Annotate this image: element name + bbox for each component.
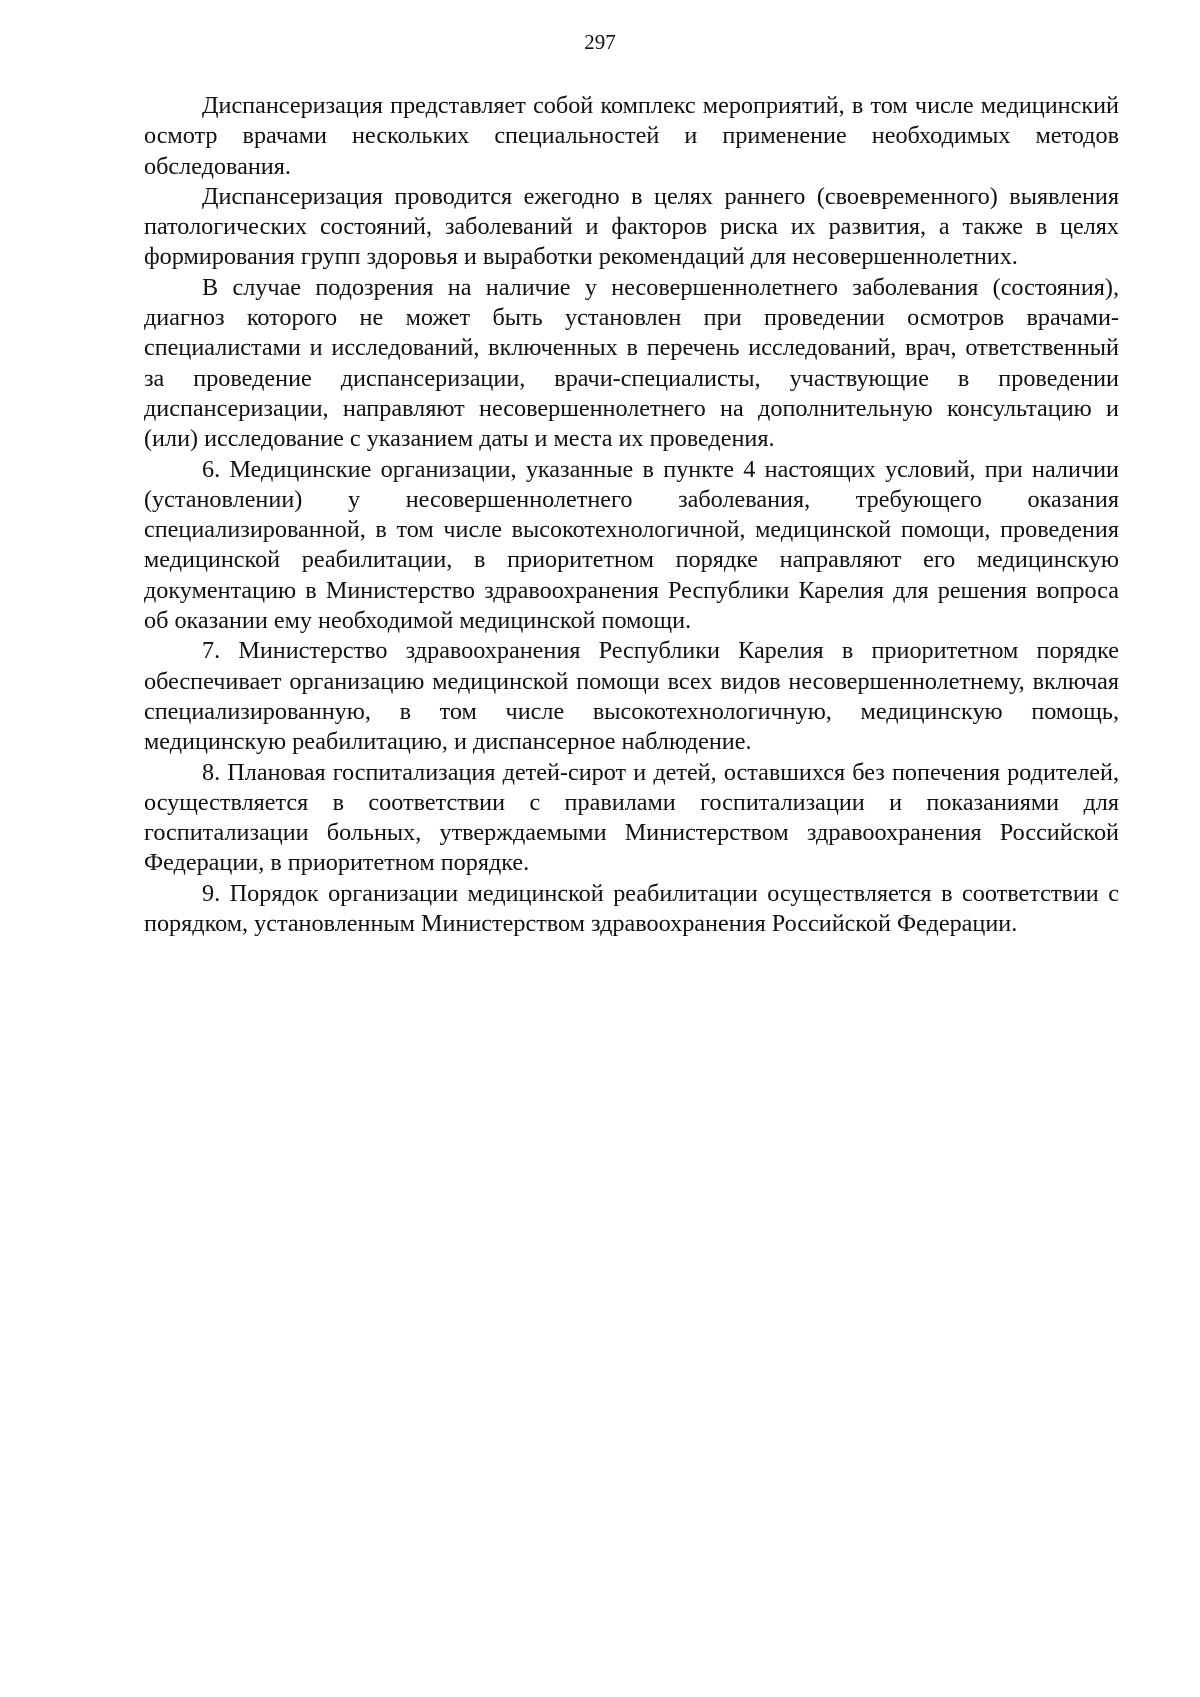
paragraph-item-7: 7. Министерство здравоохранения Республики Карелия в приоритетном порядке обеспечивает организацию медицинской помощи всех видов несовершеннолетнему, включая специализированную, в том числе высокотехнологичную, медицинскую помощь, медицинскую реабилитацию, и диспансерное наблюдение. bbox=[144, 637, 1119, 756]
paragraph-item-9: 9. Порядок организации медицинской реабилитации осуществляется в соответствии с порядком, установленным Министерством здравоохранения Российской Федерации. bbox=[144, 879, 1119, 938]
page-number: 297 bbox=[584, 30, 616, 54]
paragraph-dispensarization-purpose: Диспансеризация проводится ежегодно в целях раннего (своевременного) выявления патологических состояний, заболеваний и факторов риска их развития, а также в целях формирования групп здоровья и выработки рекомендаций для несовершеннолетних. bbox=[144, 182, 1119, 271]
paragraph-additional-consultation: В случае подозрения на наличие у несовершеннолетнего заболевания (состояния), диагноз которого не может быть установлен при проведении осмотров врачами-специалистами и исследований, включенных в перечень исследований, врач, ответственный за проведение диспансеризации, врачи-специалисты, участвующие в проведении диспансеризации, направляют несовершеннолетнего на дополнительную консультацию и (или) исследование с указанием даты и места их проведения. bbox=[144, 273, 1119, 453]
paragraph-dispensarization-definition: Диспансеризация представляет собой комплекс мероприятий, в том числе медицинский осмотр врачами нескольких специальностей и применение необходимых методов обследования. bbox=[144, 92, 1119, 180]
paragraph-item-8: 8. Плановая госпитализация детей-сирот и детей, оставшихся без попечения родителей, осуществляется в соответствии с правилами госпитализации и показаниями для госпитализации больных, утверждаемыми Министерством здравоохранения Российской Федерации, в приоритетном порядке. bbox=[144, 758, 1119, 877]
paragraph-item-6: 6. Медицинские организации, указанные в пункте 4 настоящих условий, при наличии (установлении) у несовершеннолетнего заболевания, требующего оказания специализированной, в том числе высокотехнологичной, медицинской помощи, проведения медицинской реабилитации, в приоритетном порядке направляют его медицинскую документацию в Министерство здравоохранения Республики Карелия для решения вопроса об оказании ему необходимой медицинской помощи. bbox=[144, 455, 1119, 635]
document-body bbox=[144, 91, 1119, 939]
